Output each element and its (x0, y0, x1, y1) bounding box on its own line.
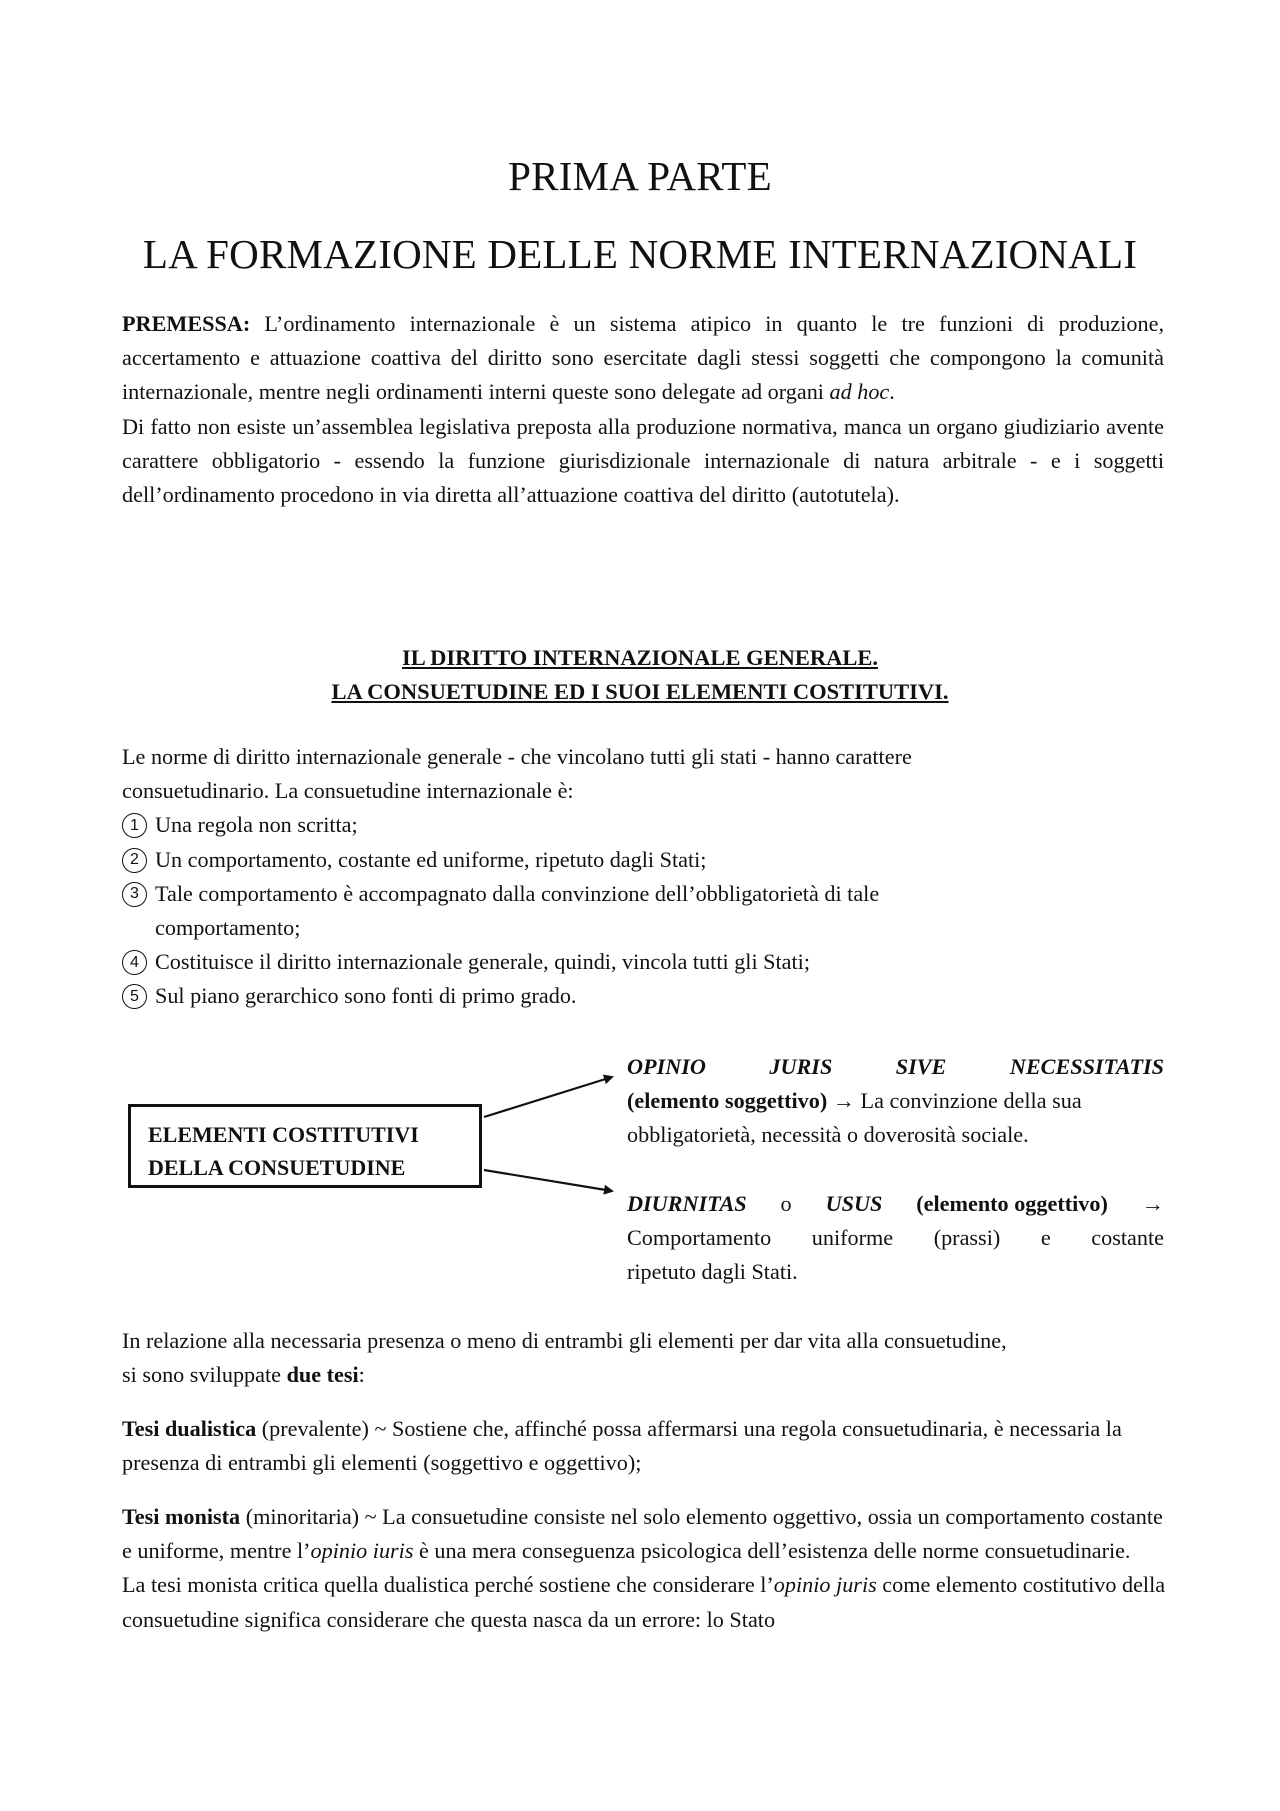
page-subtitle: LA FORMAZIONE DELLE NORME INTERNAZIONALI (142, 231, 1138, 277)
list-item-text: Sul piano gerarchico sono fonti di primo grado. (155, 983, 577, 1009)
rel-line2 (122, 1358, 1167, 1392)
premessa-period: . (889, 379, 895, 405)
sive-word: SIVE (895, 1054, 947, 1079)
circled-number: 1 (122, 813, 147, 838)
word: (prassi) (933, 1225, 1001, 1251)
premessa-label: PREMESSA: (122, 311, 251, 336)
tesi-monista-period: . (1125, 1539, 1131, 1564)
word: Comportamento (627, 1225, 772, 1251)
opinio-definition (627, 1050, 1164, 1153)
tesi-monista-text: (minoritaria) ~ La consuetudine consiste nel solo elemento oggettivo, ossia un comportamento costante e uniforme, mentre l’ (122, 1504, 1163, 1564)
diurnitas-definition (627, 1187, 1164, 1290)
rel-text: si sono sviluppate (122, 1362, 287, 1388)
consuetudine-intro (122, 740, 1172, 1014)
tesi-dualistica-paragraph (122, 1412, 1167, 1480)
diurnitas-title (627, 1187, 1164, 1221)
arrow-up-icon (484, 1077, 612, 1117)
due-tesi-bold: due tesi (286, 1362, 359, 1388)
elemento-oggettivo-label: (elemento oggettivo) (916, 1191, 1108, 1216)
opinio-iuris-italic: opinio iuris (310, 1538, 414, 1564)
intro-line1: Le norme di diritto internazionale generale - che vincolano tutti gli stati - hanno carattere (122, 744, 912, 769)
circled-number: 5 (122, 984, 147, 1009)
circled-number: 2 (122, 848, 147, 873)
list-item-text: Una regola non scritta; (155, 812, 358, 838)
list-item-text: Tale comportamento è accompagnato dalla convinzione dell’obbligatorietà di tale comportamento; (155, 880, 880, 941)
elemento-soggettivo-label: (elemento soggettivo) (627, 1088, 828, 1114)
list-item (122, 808, 1172, 842)
section-heading-line1: IL DIRITTO INTERNAZIONALE GENERALE. (402, 645, 878, 670)
opinio-text: La convinzione della sua (860, 1088, 1082, 1114)
consuetudine-list (122, 808, 1172, 1013)
arrow-right-icon: → (827, 1088, 861, 1114)
arrow-right-icon: → (1141, 1191, 1164, 1216)
usus-word: USUS (825, 1191, 883, 1216)
circled-number: 3 (122, 882, 147, 907)
tesi-monista-text2: è una mera conseguenza psicologica dell’esistenza delle norme consuetudinarie (413, 1538, 1126, 1564)
opinio-word: OPINIO (627, 1054, 706, 1079)
tesi-monista-paragraph (122, 1500, 1167, 1637)
word: e (1040, 1225, 1051, 1251)
arrow-down-icon (484, 1170, 612, 1191)
critica-text2: come elemento costitutivo della consuetudine significa considerare che questa nasca da un errore: lo Stato (122, 1572, 1166, 1632)
list-item (122, 945, 1172, 979)
page-title: PRIMA PARTE (508, 153, 772, 199)
tesi-monista-para (122, 1500, 1167, 1568)
diurnitas-line2 (627, 1221, 1164, 1255)
section-heading-line2: LA CONSUETUDINE ED I SUOI ELEMENTI COSTITUTIVI. (331, 679, 949, 704)
tesi-dualistica-text: (prevalente) ~ Sostiene che, affinché possa affermarsi una regola consuetudinaria, è necessaria la presenza di entrambi gli elementi (soggettivo e oggettivo); (122, 1416, 1122, 1476)
section-heading (0, 641, 1280, 709)
rel-colon: : (358, 1362, 365, 1388)
premessa-para1 (122, 307, 1164, 410)
box-line2: DELLA CONSUETUDINE (148, 1155, 406, 1180)
o-word: o (780, 1191, 792, 1216)
word: uniforme (811, 1225, 894, 1251)
diurnitas-line3: ripetuto dagli Stati. (627, 1259, 798, 1285)
elementi-box (128, 1104, 482, 1188)
opinio-line2 (627, 1084, 1164, 1118)
premessa-paragraph (122, 307, 1164, 512)
ad-hoc-italic: ad hoc (829, 379, 890, 405)
rel-line1: In relazione alla necessaria presenza o meno di entrambi gli elementi per dar vita alla consuetudine, (122, 1328, 1007, 1353)
circled-number: 4 (122, 950, 147, 975)
list-item (122, 979, 1172, 1013)
word: costante (1091, 1225, 1164, 1251)
necessitatis-word: NECESSITATIS (1009, 1054, 1164, 1079)
opinio-line3: obbligatorietà, necessità o doverosità sociale. (627, 1122, 1029, 1148)
relazione-paragraph (122, 1324, 1167, 1392)
critica-text: La tesi monista critica quella dualistica perché sostiene che considerare l’ (122, 1572, 774, 1598)
premessa-para2: Di fatto non esiste un’assemblea legislativa preposta alla produzione normativa, manca un organo giudiziario avente carattere obbligatorio - essendo la funzione giurisdizionale internazionale di natura arbitrale - e i soggetti dell’ordinamento procedono in via diretta all’attuazione coattiva del diritto (autotutela). (122, 413, 1164, 508)
list-item (122, 877, 1172, 945)
intro-line2: consuetudinario. La consuetudine internazionale è: (122, 778, 574, 804)
opinio-title (627, 1050, 1164, 1084)
list-item-text: Un comportamento, costante ed uniforme, ripetuto dagli Stati; (155, 846, 707, 872)
premessa-text: L’ordinamento internazionale è un sistema atipico in quanto le tre funzioni di produzione, accertamento e attuazione coattiva del diritto sono esercitate dagli stessi soggetti che compongono la comunità internazionale, mentre negli ordinamenti interni queste sono delegate ad organi (122, 311, 1164, 405)
diurnitas-word: DIURNITAS (627, 1191, 747, 1216)
opinio-juris-italic: opinio juris (773, 1572, 877, 1598)
list-item-text: Costituisce il diritto internazionale generale, quindi, vincola tutti gli Stati; (155, 949, 811, 975)
critica-para (122, 1568, 1167, 1636)
juris-word: JURIS (769, 1054, 833, 1079)
box-line1: ELEMENTI COSTITUTIVI (148, 1122, 419, 1147)
list-item (122, 843, 1172, 877)
tesi-monista-label: Tesi monista (122, 1504, 241, 1529)
tesi-dualistica-label: Tesi dualistica (122, 1416, 257, 1441)
